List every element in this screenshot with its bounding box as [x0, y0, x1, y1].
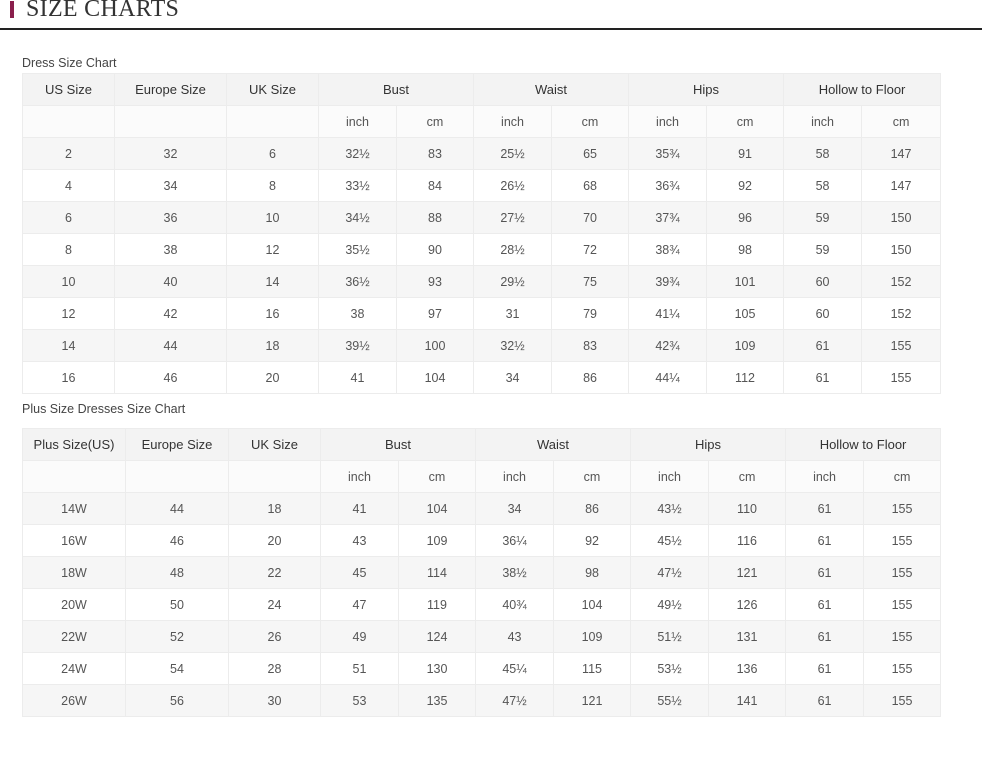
table-cell: 29½: [474, 266, 552, 298]
table-cell: 32: [115, 138, 227, 170]
table-cell: 131: [709, 621, 786, 653]
empty-cell: [23, 106, 115, 138]
table-cell: 38½: [476, 557, 554, 589]
table-cell: 18W: [23, 557, 126, 589]
table-cell: 92: [554, 525, 631, 557]
table-cell: 141: [709, 685, 786, 717]
size-charts-header: [0, 0, 982, 30]
table-cell: 24: [229, 589, 321, 621]
table-row: [23, 170, 941, 202]
unit-cell: inch: [786, 461, 864, 493]
table-cell: 28½: [474, 234, 552, 266]
table-cell: 48: [126, 557, 229, 589]
table-cell: 10: [23, 266, 115, 298]
table-cell: 42¾: [629, 330, 707, 362]
table-cell: 59: [784, 234, 862, 266]
table-cell: 47: [321, 589, 399, 621]
column-header: Europe Size: [126, 429, 229, 461]
table-cell: 86: [552, 362, 629, 394]
table-cell: 6: [227, 138, 319, 170]
table-cell: 41: [319, 362, 397, 394]
table-cell: 96: [707, 202, 784, 234]
column-header: Europe Size: [115, 74, 227, 106]
column-header: UK Size: [227, 74, 319, 106]
table-cell: 150: [862, 234, 941, 266]
unit-cell: cm: [862, 106, 941, 138]
table-cell: 35¾: [629, 138, 707, 170]
table-cell: 155: [864, 653, 941, 685]
unit-cell: cm: [552, 106, 629, 138]
table-cell: 32½: [319, 138, 397, 170]
table-cell: 14: [23, 330, 115, 362]
table-cell: 4: [23, 170, 115, 202]
table-cell: 53½: [631, 653, 709, 685]
table-cell: 14W: [23, 493, 126, 525]
table-cell: 115: [554, 653, 631, 685]
table-cell: 72: [552, 234, 629, 266]
unit-cell: inch: [321, 461, 399, 493]
table-cell: 27½: [474, 202, 552, 234]
table-row: [23, 493, 941, 525]
table-cell: 152: [862, 266, 941, 298]
empty-cell: [115, 106, 227, 138]
table-cell: 100: [397, 330, 474, 362]
table-cell: 61: [786, 525, 864, 557]
table-cell: 44: [126, 493, 229, 525]
table-cell: 53: [321, 685, 399, 717]
unit-cell: cm: [709, 461, 786, 493]
table-cell: 61: [786, 493, 864, 525]
table-cell: 16: [227, 298, 319, 330]
table-cell: 104: [397, 362, 474, 394]
unit-cell: inch: [631, 461, 709, 493]
title-accent-bar: [10, 1, 14, 18]
table-cell: 45: [321, 557, 399, 589]
table-cell: 38¾: [629, 234, 707, 266]
table-cell: 61: [784, 330, 862, 362]
table-row: [23, 557, 941, 589]
table-cell: 68: [552, 170, 629, 202]
table-cell: 26½: [474, 170, 552, 202]
table-cell: 16W: [23, 525, 126, 557]
table-cell: 51: [321, 653, 399, 685]
table-cell: 44¼: [629, 362, 707, 394]
table-cell: 155: [864, 525, 941, 557]
table-cell: 14: [227, 266, 319, 298]
table-cell: 31: [474, 298, 552, 330]
table-cell: 36¼: [476, 525, 554, 557]
table-cell: 91: [707, 138, 784, 170]
table-cell: 155: [864, 621, 941, 653]
table-cell: 40¾: [476, 589, 554, 621]
table-header-row: [23, 429, 941, 461]
unit-cell: cm: [399, 461, 476, 493]
column-header: Hollow to Floor: [786, 429, 941, 461]
column-header: Plus Size(US): [23, 429, 126, 461]
unit-cell: cm: [554, 461, 631, 493]
table-cell: 33½: [319, 170, 397, 202]
table-cell: 110: [709, 493, 786, 525]
column-header: Bust: [319, 74, 474, 106]
table-cell: 51½: [631, 621, 709, 653]
table-cell: 22: [229, 557, 321, 589]
table-cell: 70: [552, 202, 629, 234]
table-cell: 61: [786, 685, 864, 717]
column-header: Hips: [629, 74, 784, 106]
table-cell: 97: [397, 298, 474, 330]
table-cell: 49½: [631, 589, 709, 621]
table-cell: 109: [554, 621, 631, 653]
table-cell: 86: [554, 493, 631, 525]
table-cell: 150: [862, 202, 941, 234]
table-cell: 49: [321, 621, 399, 653]
table-cell: 55½: [631, 685, 709, 717]
table-cell: 152: [862, 298, 941, 330]
table-row: [23, 298, 941, 330]
table-cell: 2: [23, 138, 115, 170]
table-cell: 43: [476, 621, 554, 653]
empty-cell: [126, 461, 229, 493]
table-cell: 98: [554, 557, 631, 589]
table-cell: 28: [229, 653, 321, 685]
table-cell: 12: [227, 234, 319, 266]
table-cell: 44: [115, 330, 227, 362]
table-cell: 37¾: [629, 202, 707, 234]
table-cell: 38: [115, 234, 227, 266]
table-cell: 26: [229, 621, 321, 653]
table-cell: 43½: [631, 493, 709, 525]
table-cell: 155: [862, 330, 941, 362]
table-row: [23, 266, 941, 298]
table-cell: 20W: [23, 589, 126, 621]
table-cell: 8: [227, 170, 319, 202]
table-cell: 135: [399, 685, 476, 717]
table-cell: 104: [399, 493, 476, 525]
table-cell: 83: [552, 330, 629, 362]
table-cell: 41: [321, 493, 399, 525]
table-cell: 36½: [319, 266, 397, 298]
unit-cell: inch: [474, 106, 552, 138]
table-cell: 39½: [319, 330, 397, 362]
table-row: [23, 525, 941, 557]
empty-cell: [23, 461, 126, 493]
column-header: Hips: [631, 429, 786, 461]
page-title: SIZE CHARTS: [26, 0, 180, 22]
table-cell: 26W: [23, 685, 126, 717]
unit-row: [23, 106, 941, 138]
table-cell: 18: [229, 493, 321, 525]
table-row: [23, 653, 941, 685]
dress-chart-caption: Dress Size Chart: [22, 56, 117, 70]
column-header: Bust: [321, 429, 476, 461]
table-cell: 90: [397, 234, 474, 266]
table-cell: 119: [399, 589, 476, 621]
table-cell: 34: [115, 170, 227, 202]
table-cell: 36¾: [629, 170, 707, 202]
table-cell: 34: [474, 362, 552, 394]
table-cell: 60: [784, 298, 862, 330]
unit-cell: inch: [319, 106, 397, 138]
table-cell: 104: [554, 589, 631, 621]
table-cell: 65: [552, 138, 629, 170]
plus-chart-caption: Plus Size Dresses Size Chart: [22, 402, 186, 416]
table-header-row: [23, 74, 941, 106]
unit-cell: cm: [707, 106, 784, 138]
table-cell: 58: [784, 138, 862, 170]
table-cell: 41¼: [629, 298, 707, 330]
table-cell: 60: [784, 266, 862, 298]
table-cell: 155: [864, 493, 941, 525]
table-cell: 92: [707, 170, 784, 202]
table-cell: 18: [227, 330, 319, 362]
table-row: [23, 330, 941, 362]
table-cell: 61: [784, 362, 862, 394]
empty-cell: [227, 106, 319, 138]
table-cell: 24W: [23, 653, 126, 685]
table-cell: 10: [227, 202, 319, 234]
dress-size-table: [22, 73, 941, 394]
table-cell: 79: [552, 298, 629, 330]
table-cell: 20: [227, 362, 319, 394]
table-row: [23, 621, 941, 653]
table-cell: 112: [707, 362, 784, 394]
table-cell: 52: [126, 621, 229, 653]
table-cell: 56: [126, 685, 229, 717]
table-cell: 114: [399, 557, 476, 589]
table-cell: 155: [864, 589, 941, 621]
table-cell: 22W: [23, 621, 126, 653]
table-cell: 98: [707, 234, 784, 266]
table-cell: 155: [862, 362, 941, 394]
table-cell: 101: [707, 266, 784, 298]
table-row: [23, 138, 941, 170]
table-cell: 130: [399, 653, 476, 685]
table-cell: 155: [864, 685, 941, 717]
table-cell: 8: [23, 234, 115, 266]
table-cell: 93: [397, 266, 474, 298]
table-cell: 61: [786, 621, 864, 653]
table-cell: 155: [864, 557, 941, 589]
table-cell: 61: [786, 589, 864, 621]
column-header: US Size: [23, 74, 115, 106]
column-header: Waist: [476, 429, 631, 461]
table-cell: 124: [399, 621, 476, 653]
table-cell: 45½: [631, 525, 709, 557]
table-cell: 12: [23, 298, 115, 330]
table-cell: 75: [552, 266, 629, 298]
table-cell: 109: [399, 525, 476, 557]
table-cell: 83: [397, 138, 474, 170]
table-cell: 35½: [319, 234, 397, 266]
table-cell: 121: [709, 557, 786, 589]
table-cell: 34: [476, 493, 554, 525]
table-cell: 147: [862, 170, 941, 202]
table-cell: 45¼: [476, 653, 554, 685]
table-cell: 105: [707, 298, 784, 330]
table-cell: 88: [397, 202, 474, 234]
column-header: Waist: [474, 74, 629, 106]
table-cell: 58: [784, 170, 862, 202]
empty-cell: [229, 461, 321, 493]
table-cell: 36: [115, 202, 227, 234]
table-cell: 47½: [631, 557, 709, 589]
table-cell: 20: [229, 525, 321, 557]
table-cell: 16: [23, 362, 115, 394]
table-cell: 32½: [474, 330, 552, 362]
table-cell: 84: [397, 170, 474, 202]
table-cell: 30: [229, 685, 321, 717]
plus-size-table: [22, 428, 941, 717]
table-cell: 38: [319, 298, 397, 330]
unit-cell: inch: [476, 461, 554, 493]
table-cell: 46: [115, 362, 227, 394]
table-cell: 126: [709, 589, 786, 621]
table-cell: 147: [862, 138, 941, 170]
table-cell: 6: [23, 202, 115, 234]
table-cell: 42: [115, 298, 227, 330]
unit-cell: inch: [629, 106, 707, 138]
unit-row: [23, 461, 941, 493]
unit-cell: inch: [784, 106, 862, 138]
table-row: [23, 362, 941, 394]
table-row: [23, 234, 941, 266]
table-row: [23, 685, 941, 717]
table-cell: 54: [126, 653, 229, 685]
table-cell: 50: [126, 589, 229, 621]
table-cell: 59: [784, 202, 862, 234]
table-cell: 39¾: [629, 266, 707, 298]
table-row: [23, 589, 941, 621]
column-header: Hollow to Floor: [784, 74, 941, 106]
table-cell: 47½: [476, 685, 554, 717]
unit-cell: cm: [397, 106, 474, 138]
table-cell: 25½: [474, 138, 552, 170]
table-cell: 136: [709, 653, 786, 685]
table-cell: 109: [707, 330, 784, 362]
table-row: [23, 202, 941, 234]
table-cell: 61: [786, 653, 864, 685]
table-cell: 40: [115, 266, 227, 298]
table-cell: 46: [126, 525, 229, 557]
unit-cell: cm: [864, 461, 941, 493]
table-cell: 34½: [319, 202, 397, 234]
table-cell: 121: [554, 685, 631, 717]
table-cell: 61: [786, 557, 864, 589]
table-cell: 43: [321, 525, 399, 557]
column-header: UK Size: [229, 429, 321, 461]
table-cell: 116: [709, 525, 786, 557]
